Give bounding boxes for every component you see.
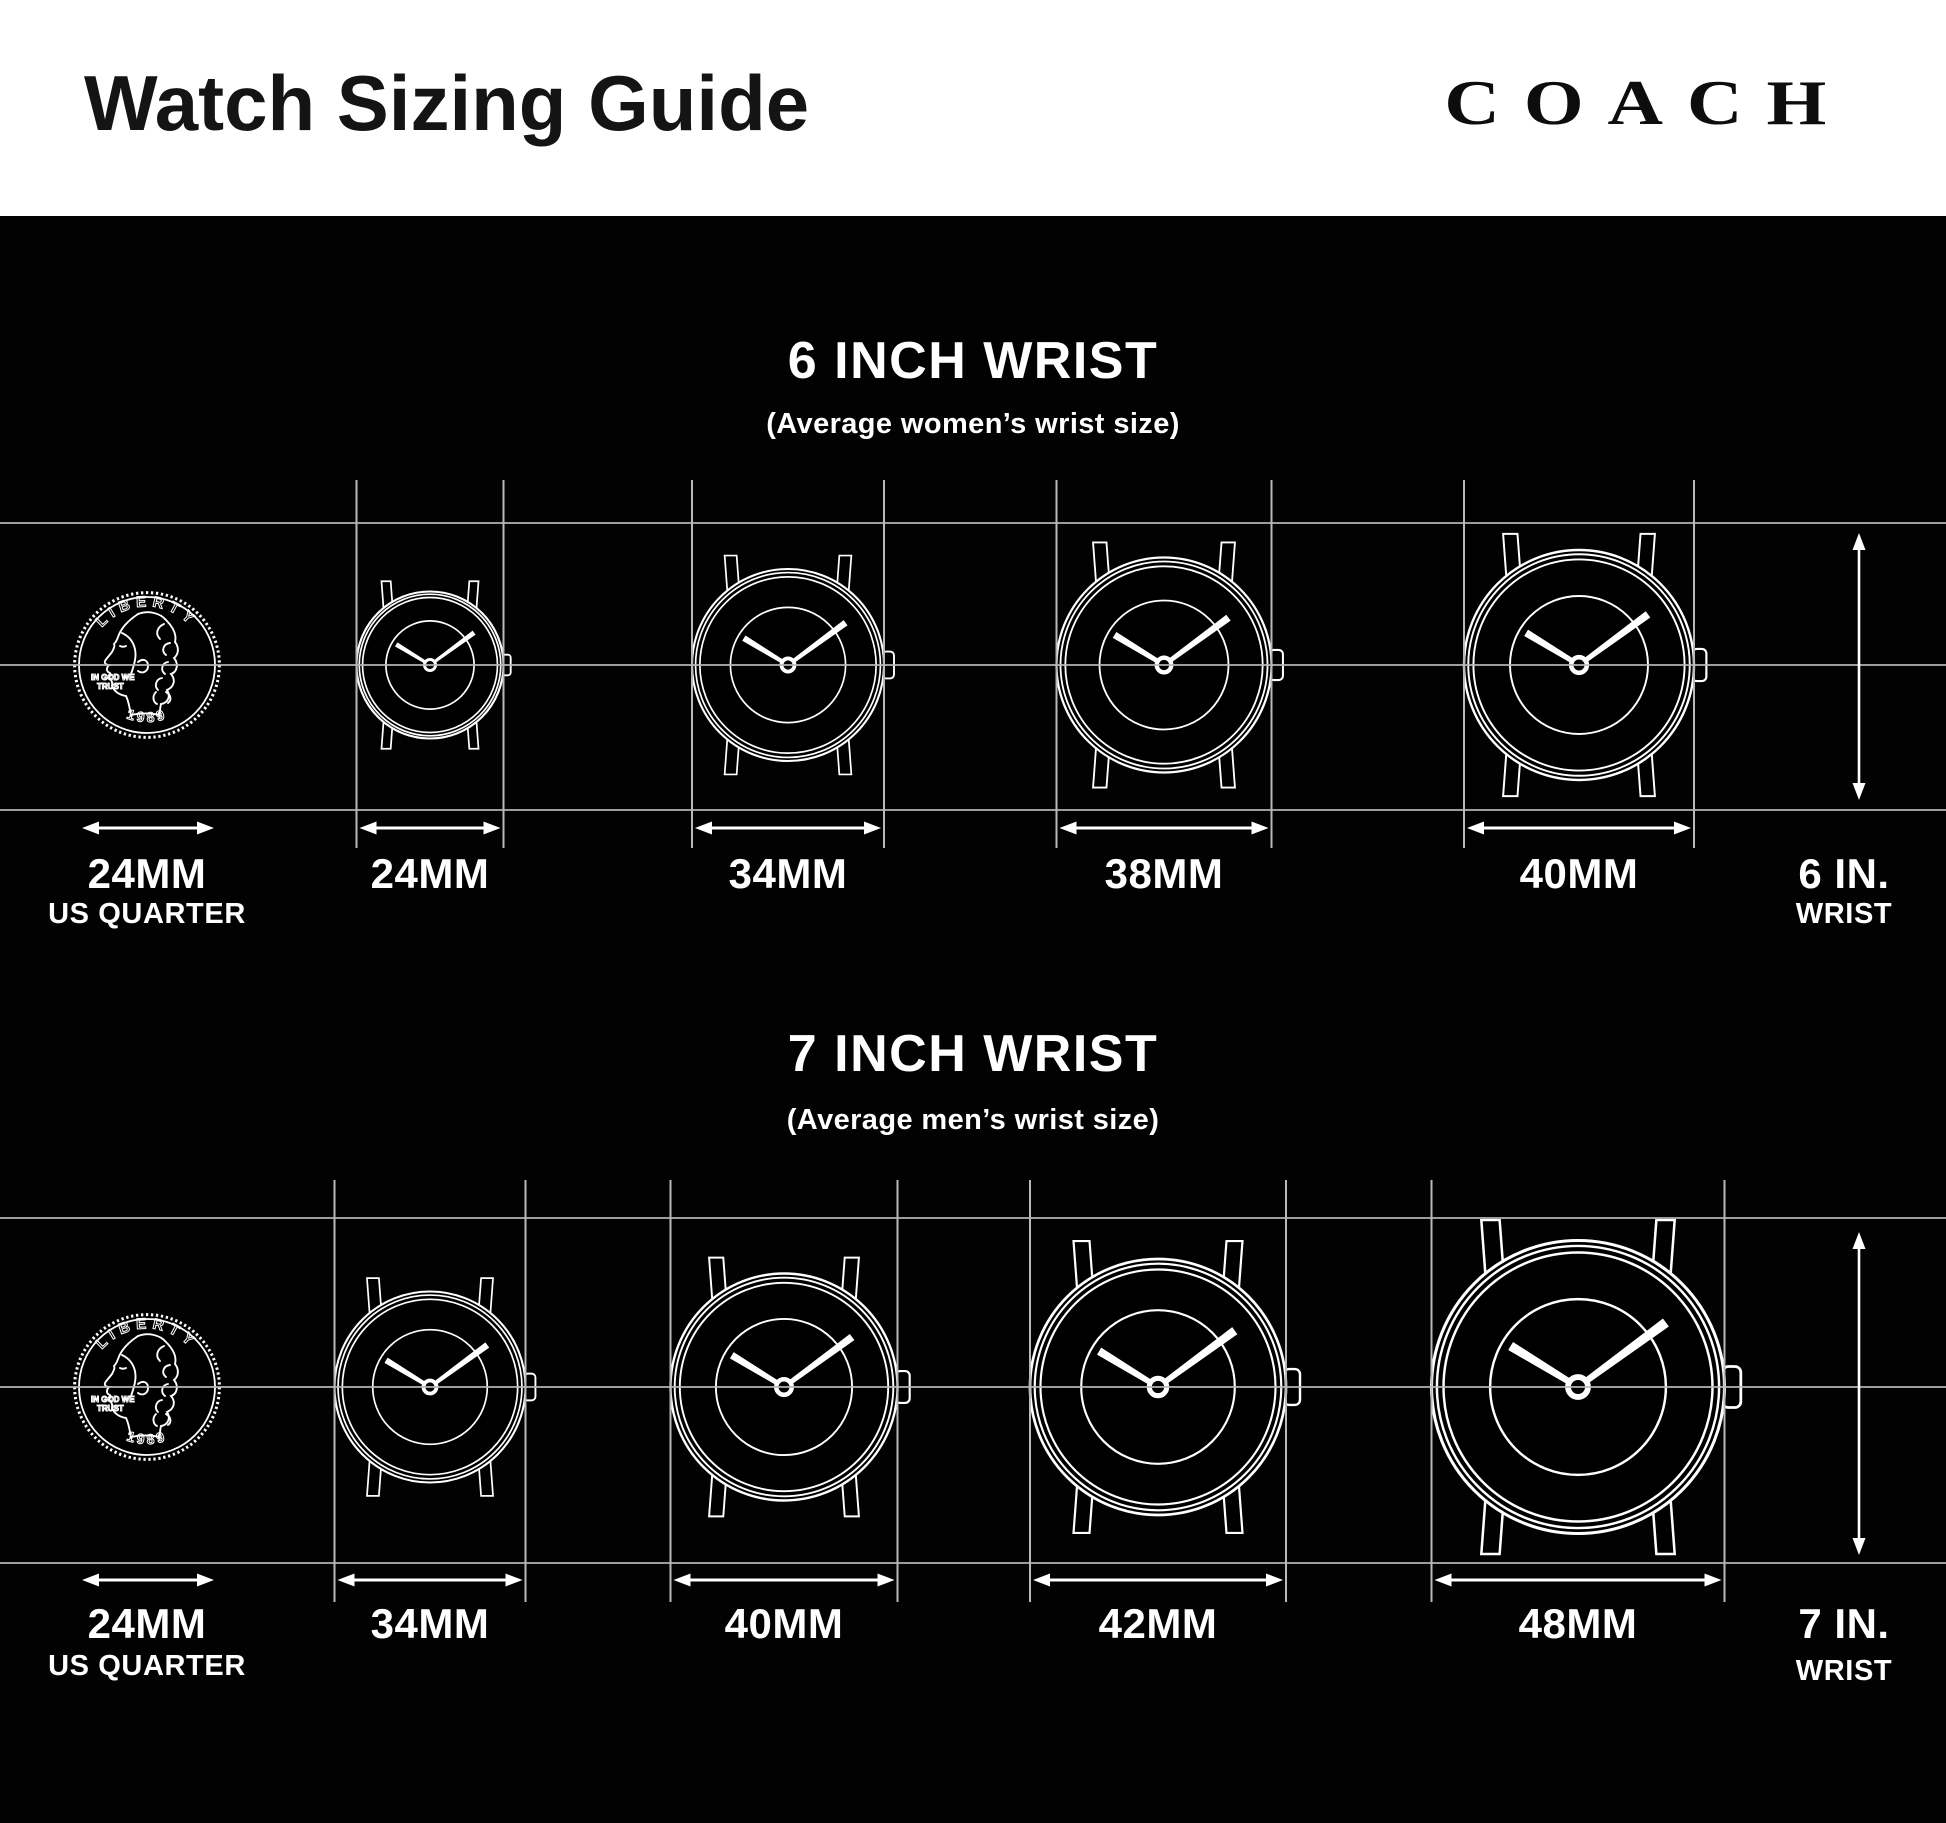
size-label-40mm-s2: 40MM (724, 1600, 844, 1647)
section-diagram-7-inch (0, 1180, 1946, 1602)
us-quarter-label-s2: US QUARTER (48, 1650, 246, 1682)
coin-year-text: 1989 (124, 1427, 170, 1448)
coin-motto-line1: IN GOD WE (91, 1395, 135, 1404)
coin-motto-line2: TRUST (97, 1404, 124, 1413)
size-label-quarter-s1: 24MM (87, 850, 207, 897)
wrist-height-arrow (1853, 533, 1866, 800)
size-label-38mm: 38MM (1104, 850, 1224, 897)
section-subtitle-7-inch: (Average men’s wrist size) (786, 1104, 1160, 1136)
wrist-length-label-6in: 6 IN. (1798, 850, 1890, 897)
us-quarter-label-s1: US QUARTER (48, 898, 246, 930)
size-label-34mm-s1: 34MM (728, 850, 848, 897)
size-label-40mm-s1: 40MM (1519, 850, 1639, 897)
section-title-7-inch: 7 INCH WRIST (787, 1025, 1159, 1083)
wrist-word-label-s1: WRIST (1795, 898, 1893, 930)
section-title-6-inch: 6 INCH WRIST (787, 332, 1159, 390)
coin-liberty-text: LIBERTY (92, 593, 202, 631)
size-label-48mm: 48MM (1518, 1600, 1638, 1647)
wrist-height-arrow (1853, 1232, 1866, 1555)
section-subtitle-6-inch: (Average women’s wrist size) (766, 408, 1180, 440)
wrist-word-label-s2: WRIST (1795, 1655, 1893, 1687)
size-label-42mm: 42MM (1098, 1600, 1218, 1647)
wrist-length-label-7in: 7 IN. (1798, 1600, 1890, 1647)
section-diagram-6-inch (0, 480, 1946, 848)
coin-liberty-text: LIBERTY (92, 1315, 202, 1353)
size-arrows (82, 822, 1691, 835)
size-label-quarter-s2: 24MM (87, 1600, 207, 1647)
size-arrows (82, 1574, 1722, 1587)
size-label-24mm: 24MM (370, 850, 490, 897)
coach-logo: COACH (1444, 67, 1850, 138)
coin-motto-line2: TRUST (97, 682, 124, 691)
header-band (0, 0, 1946, 216)
coin-year-text: 1989 (124, 705, 170, 726)
coin-motto-line1: IN GOD WE (91, 673, 135, 682)
size-label-34mm-s2: 34MM (370, 1600, 490, 1647)
page-title: Watch Sizing Guide (84, 59, 810, 147)
